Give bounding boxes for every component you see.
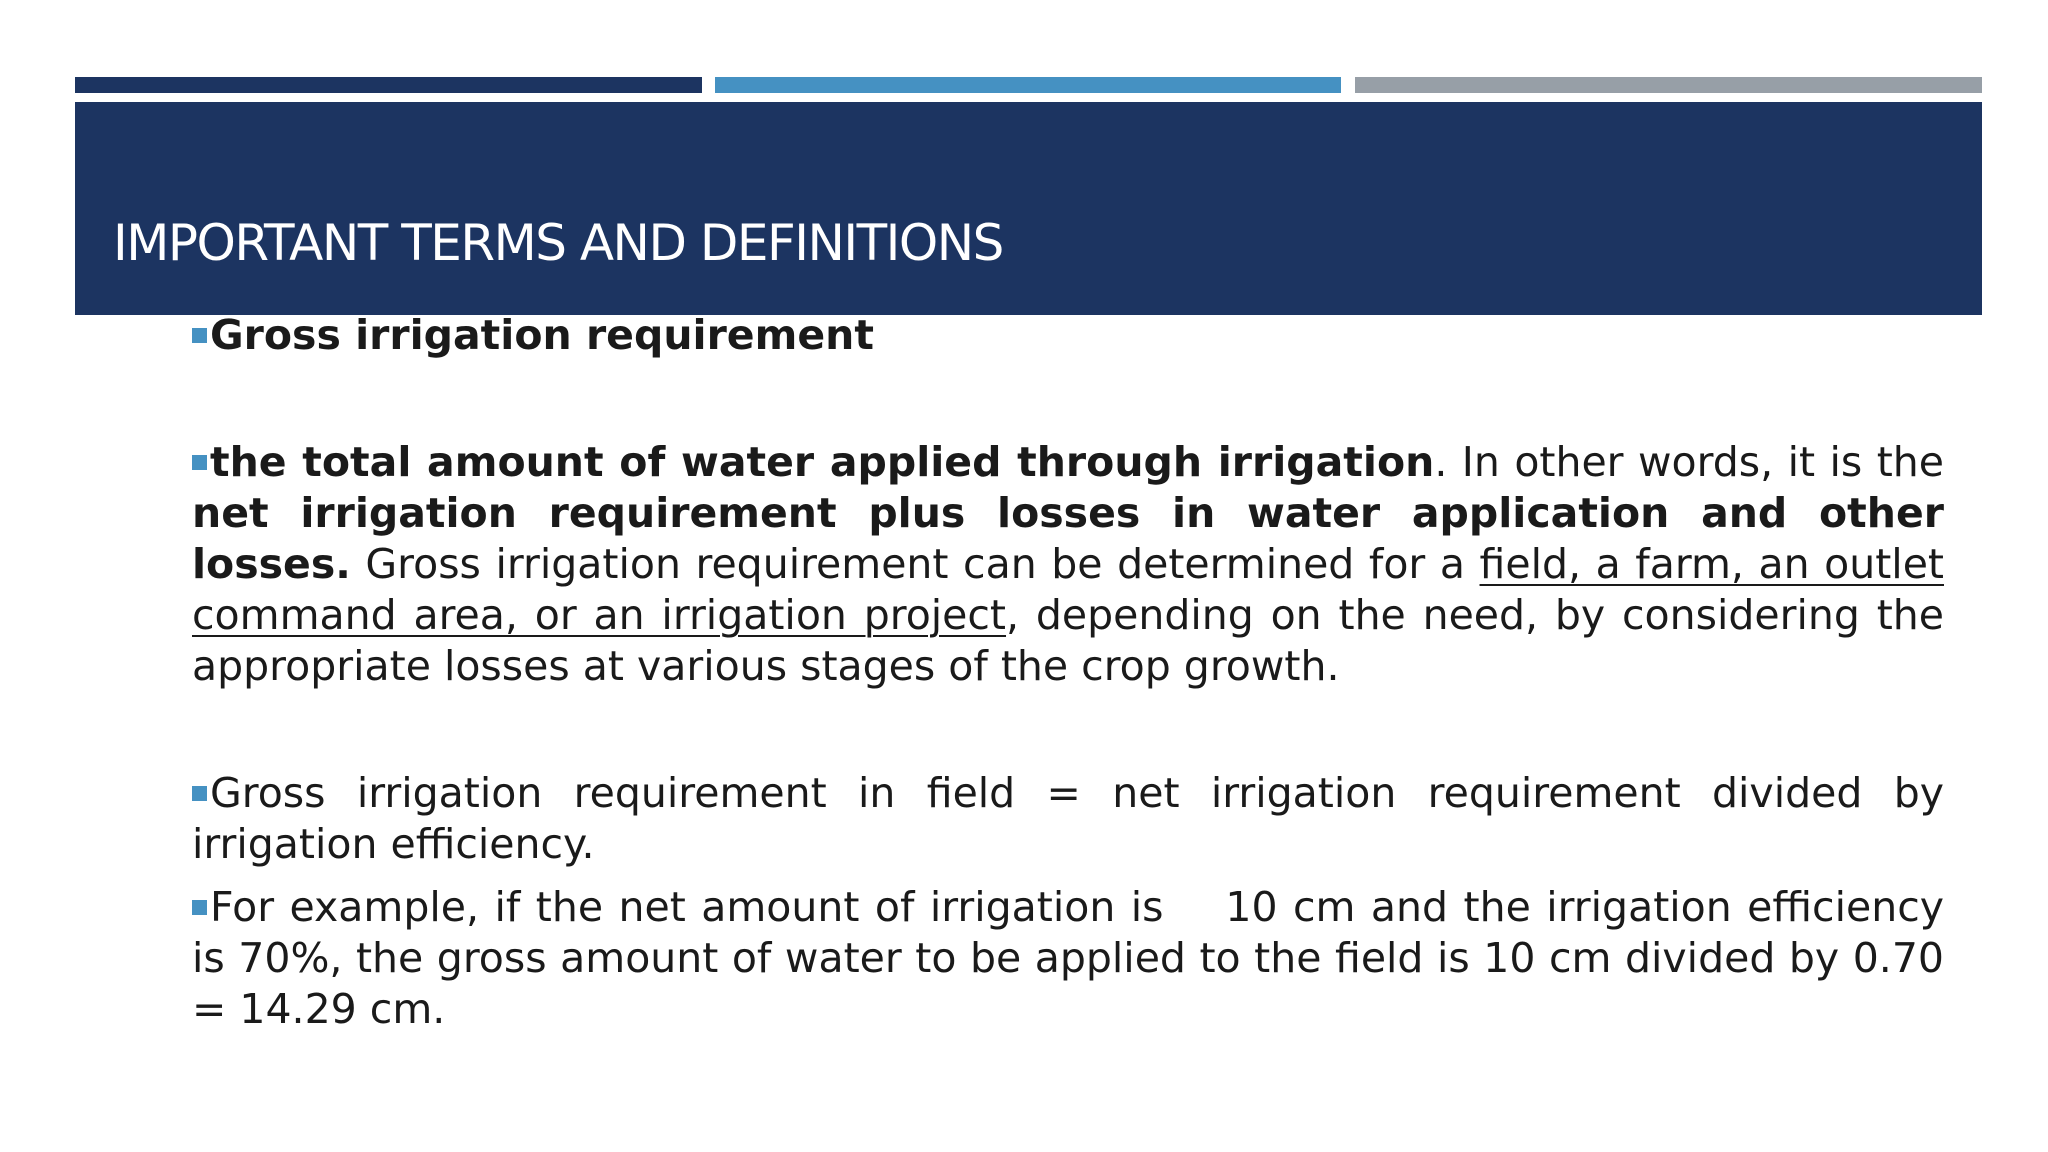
square-bullet-icon: [192, 786, 207, 801]
definition-text-3: , depending on the need, by considering the appropriate losses at various stages of the crop growth.: [192, 591, 1944, 690]
square-bullet-icon: [192, 900, 207, 915]
heading-text: Gross irrigation requirement: [210, 311, 874, 359]
slide-title: IMPORTANT TERMS AND DEFINITIONS: [113, 214, 1003, 272]
square-bullet-icon: [192, 328, 207, 343]
formula-text: Gross irrigation requirement in field = net irrigation requirement divided by irrigation efficiency.: [192, 769, 1944, 868]
accent-bar-gray: [1355, 77, 1982, 93]
definition-text-2: Gross irrigation requirement can be determined for a: [350, 540, 1480, 588]
bullet-definition: [192, 437, 1944, 692]
definition-bold-lead: the total amount of water applied through irrigation: [210, 438, 1435, 486]
title-band: [75, 102, 1982, 315]
definition-underlined: field, a farm, an outlet command area, or an irrigation project: [192, 540, 1944, 639]
accent-bar-blue: [715, 77, 1341, 93]
bullet-formula: [192, 768, 1944, 870]
bullet-example: [192, 882, 1958, 1035]
definition-text-1: . In other words, it is the: [1434, 438, 1945, 486]
accent-bar-navy: [75, 77, 702, 93]
slide-content: [192, 310, 1958, 1035]
definition-bold-mid: net irrigation requirement plus losses in water application and other losses.: [192, 489, 1944, 588]
square-bullet-icon: [192, 455, 207, 470]
bullet-heading: [192, 310, 1944, 361]
example-text: For example, if the net amount of irrigation is 10 cm and the irrigation efficiency is 70%, the gross amount of water to be applied to the field is 10 cm divided by 0.70 = 14.29 cm.: [192, 883, 1958, 1033]
